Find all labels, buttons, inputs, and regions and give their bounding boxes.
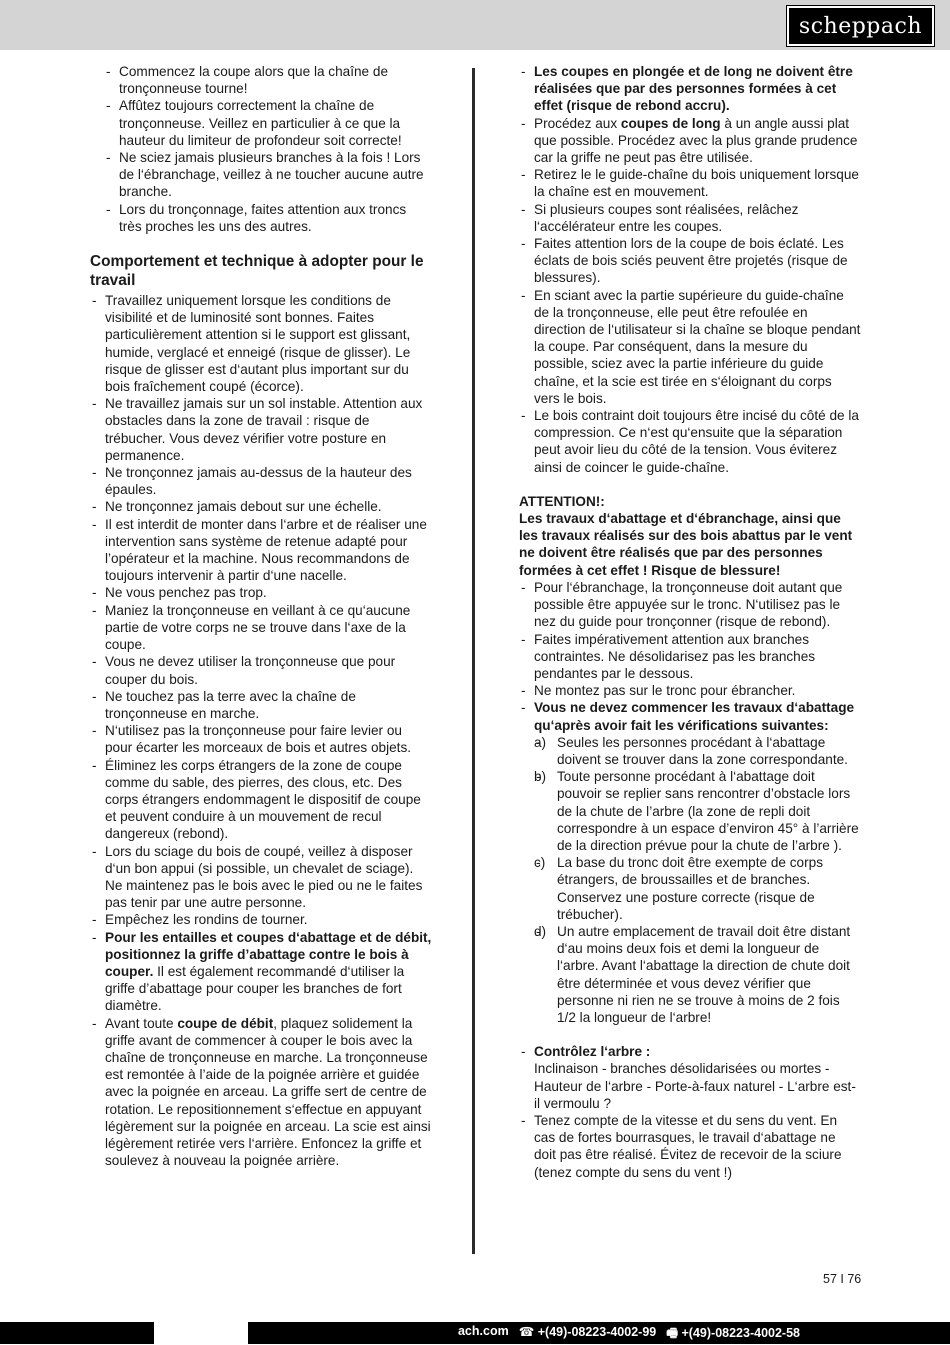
long-bold-text: coupes de long [620, 115, 721, 131]
list-item: - Commencez la coupe alors que la chaîne de tronçonneuse tourne! [104, 63, 432, 97]
sublist-label: - a) [534, 734, 547, 750]
long-text: à un angle aussi plat que possible. Procédez avec la plus grande prudence car la griffe ne peut pas être utilisée. [534, 115, 858, 166]
verif-bold-text: Vous ne devez commencer les travaux d‘abattage qu‘après avoir fait les vérifications suivantes: [534, 700, 855, 733]
list-item: - Le bois contraint doit toujours être incisé du côté de la compression. Ce n‘est qu‘ensuite que la séparation peut avoir lieu du côté de la tension. Vous éviterez ainsi de coincer le guide-chaîne. [519, 407, 861, 476]
list-item: - Tenez compte de la vitesse et du sens du vent. En cas de fortes bourrasques, le travail d‘abattage ne doit pas être réalisé. Évitez de recevoir de la sciure (tenez compte du sens du vent !) [519, 1112, 861, 1181]
list-item: - N‘utilisez pas la tronçonneuse pour faire levier ou pour écarter les morceaux de bois et autres objets. [90, 722, 432, 756]
list-item: - Ne touchez pas la terre avec la chaîne de tronçonneuse en marche. [90, 688, 432, 722]
list-item [519, 63, 861, 115]
controle-title: Contrôlez l‘arbre : [534, 1044, 651, 1060]
list-item: - Ne travaillez jamais sur un sol instable. Attention aux obstacles dans la zone de travail : risque de trébucher. Vous devez vérifier votre posture en permanence. [90, 395, 432, 464]
section-title: Comportement et technique à adopter pour le travail [90, 253, 424, 290]
list-item: - Il est interdit de monter dans l‘arbre et de réaliser une intervention sans système de retenue adapté pour l’opérateur et la machine. Nous recommandons de toujours intervenir à partir d‘une nacelle. [90, 516, 432, 585]
list-item: - Faites attention lors de la coupe de bois éclaté. Les éclats de bois sciés peuvent être projetés (risque de blessures). [519, 235, 861, 287]
debit-pre-text: Avant toute [105, 1015, 178, 1031]
list-item: - Si plusieurs coupes sont réalisées, relâchez l‘accélérateur entre les coupes. [519, 201, 861, 235]
debit-text: , plaquez solidement la griffe avant de commencer à couper le bois avec la chaîne de tronçonneuse en marche. La tronçonneuse est remontée à l’aide de la poignée arrière et guidée avec la poignée en arceau. La griffe sert de centre de rotation. Le repositionnement s‘effectue en appuyant légèrement sur la poignée en arceau. La scie est ainsi légèrement retirée vers l‘arrière. Enfoncez la griffe et soulevez à nouveau la poignée arrière. [105, 1015, 431, 1169]
footer-contact [458, 1324, 800, 1345]
left-column [90, 63, 432, 1169]
list-item: - Vous ne devez utiliser la tronçonneuse que pour couper du bois. [90, 653, 432, 687]
list-item: - Travaillez uniquement lorsque les conditions de visibilité et de luminosité sont bonnes. Faites particulièrement attention si le support est glissant, humide, verglacé et enneigé (risque de glisser). Le risque de glisser est d‘autant plus important sur du bois fraîchement coupé (écorce). [90, 292, 432, 395]
scheppach-logo: scheppach [787, 6, 934, 46]
right-column [519, 63, 861, 1181]
sublist-text: Toute personne procédant à l‘abattage doit pouvoir se replier sans rencontrer d’obstacle lors de la chute de l’arbre (la zone de repli doit correspondre à un espace d’environ 45° à l’arrière de la direction prévue pour la chute de l’arbre ). [557, 769, 859, 853]
list-item [90, 929, 432, 1015]
footer-bar [0, 1322, 950, 1344]
fax-number: 🖷 +(49)-08223-4002-58 [666, 1326, 800, 1340]
list-item: - En sciant avec la partie supérieure du guide-chaîne de la tronçonneuse, elle peut être refoulée en direction de l‘utilisateur si la chaîne se bloque pendant la coupe. Par conséquent, dans la mesure du possible, sciez avec la partie inférieure du guide chaîne, et la scie est tirée en s‘éloignant du corps vers le bois. [519, 287, 861, 407]
tree-check-list [519, 1043, 861, 1181]
sublist-item [534, 734, 861, 768]
felling-list [519, 579, 861, 1026]
sublist-item [534, 854, 861, 923]
sublist-text: Seules les personnes procédant à l‘abattage doivent se trouver dans la zone correspondante. [557, 734, 848, 767]
attention-title: ATTENTION!: [519, 493, 605, 509]
spacer [519, 1026, 861, 1043]
list-item [90, 1015, 432, 1170]
sublist-text: La base du tronc doit être exempte de corps étrangers, de broussailles et de branches. Conservez une posture correcte (risque de trébucher). [557, 855, 823, 922]
list-item: - Empêchez les rondins de tourner. [90, 911, 432, 928]
list-item: - Lors du tronçonnage, faites attention aux troncs très proches les uns des autres. [104, 201, 432, 235]
website-link[interactable]: ach.com [457, 1324, 509, 1338]
work-technique-list [90, 292, 432, 1169]
page-number: 57 I 76 [823, 1272, 862, 1286]
plongee-bold-text: Les coupes en plongée et de long ne doivent être réalisées que par des personnes formées à cet effet (risque de rebond accru). [534, 64, 853, 114]
list-item: - Faites impérativement attention aux branches contraintes. Ne désolidarisez pas les branches pendantes par le dessous. [519, 631, 861, 683]
debit-bold-text: coupe de débit [177, 1015, 274, 1031]
list-item: - Retirez le le guide-chaîne du bois uniquement lorsque la chaîne est en mouvement. [519, 166, 861, 200]
list-item [519, 699, 861, 1026]
list-item: - Ne tronçonnez jamais debout sur une échelle. [90, 498, 432, 515]
intro-list [104, 63, 432, 235]
sublist-item [534, 768, 861, 854]
list-item: - Ne sciez jamais plusieurs branches à la fois ! Lors de l‘ébranchage, veillez à ne toucher aucune autre branche. [104, 149, 432, 201]
list-item: - Ne vous penchez pas trop. [90, 584, 432, 601]
sublist-label: - d) [534, 923, 547, 939]
list-item: - Lors du sciage du bois de coupé, veillez à disposer d‘un bon appui (si possible, un chevalet de sciage). Ne maintenez pas le bois avec le pied ou ne le faites pas tenir par une autre personne. [90, 843, 432, 912]
cutting-list [519, 63, 861, 476]
column-divider [472, 68, 475, 1254]
list-item: - Éliminez les corps étrangers de la zone de coupe comme du sable, des pierres, des clous, etc. Des corps étrangers endommagent le dispositif de coupe et peuvent conduire à un mouvement de recul dangereux (rebond). [90, 757, 432, 843]
list-item [519, 115, 861, 167]
footer-gap [154, 1322, 248, 1344]
list-item: - Ne tronçonnez jamais au-dessus de la hauteur des épaules. [90, 464, 432, 498]
header-bar [0, 0, 950, 50]
attention-text: Les travaux d‘abattage et d‘ébranchage, ainsi que les travaux réalisés sur des bois abattus par le vent ne doivent être réalisés que par des personnes formées à cet effet ! Risque de blessure! [519, 511, 853, 578]
sublist-label: - b) [534, 769, 547, 785]
sublist-item [534, 923, 861, 1026]
phone-number: ☎ +(49)-08223-4002-99 [518, 1325, 657, 1339]
verification-sublist [534, 734, 861, 1026]
sublist-text: Un autre emplacement de travail doit être distant d‘au moins deux fois et demi la longueur de l‘arbre. Avant l‘abattage la direction de chute doit être déterminée et vous devez vérifier que personne ni rien ne se trouve à moins de 2 fois 1/2 la longueur de l‘arbre! [557, 923, 851, 1025]
griffe-bold-text: Pour les entailles et coupes d‘abattage et de débit, positionnez la griffe d’abattage contre le bois à couper. [105, 929, 432, 979]
sublist-label: - c) [534, 855, 546, 871]
list-item [519, 1043, 861, 1112]
list-item: - Ne montez pas sur le tronc pour ébrancher. [519, 682, 861, 699]
list-item: - Affûtez toujours correctement la chaîne de tronçonneuse. Veillez en particulier à ce que la hauteur du limiteur de profondeur soit correcte! [104, 97, 432, 149]
griffe-text: Il est également recommandé d‘utiliser la griffe d’abattage pour couper les branches de fort diamètre. [105, 963, 405, 1014]
long-pre-text: Procédez aux [534, 115, 621, 131]
list-item: - Pour l‘ébranchage, la tronçonneuse doit autant que possible être appuyée sur le tronc. N‘utilisez pas le nez du guide pour tronçonner (risque de rebond). [519, 579, 861, 631]
controle-text: Inclinaison - branches désolidarisées ou mortes - Hauteur de l‘arbre - Porte-à-faux naturel - L‘arbre est-il vermoulu ? [534, 1061, 856, 1111]
list-item: - Maniez la tronçonneuse en veillant à ce qu‘aucune partie de votre corps ne se trouve dans l‘axe de la coupe. [90, 602, 432, 654]
